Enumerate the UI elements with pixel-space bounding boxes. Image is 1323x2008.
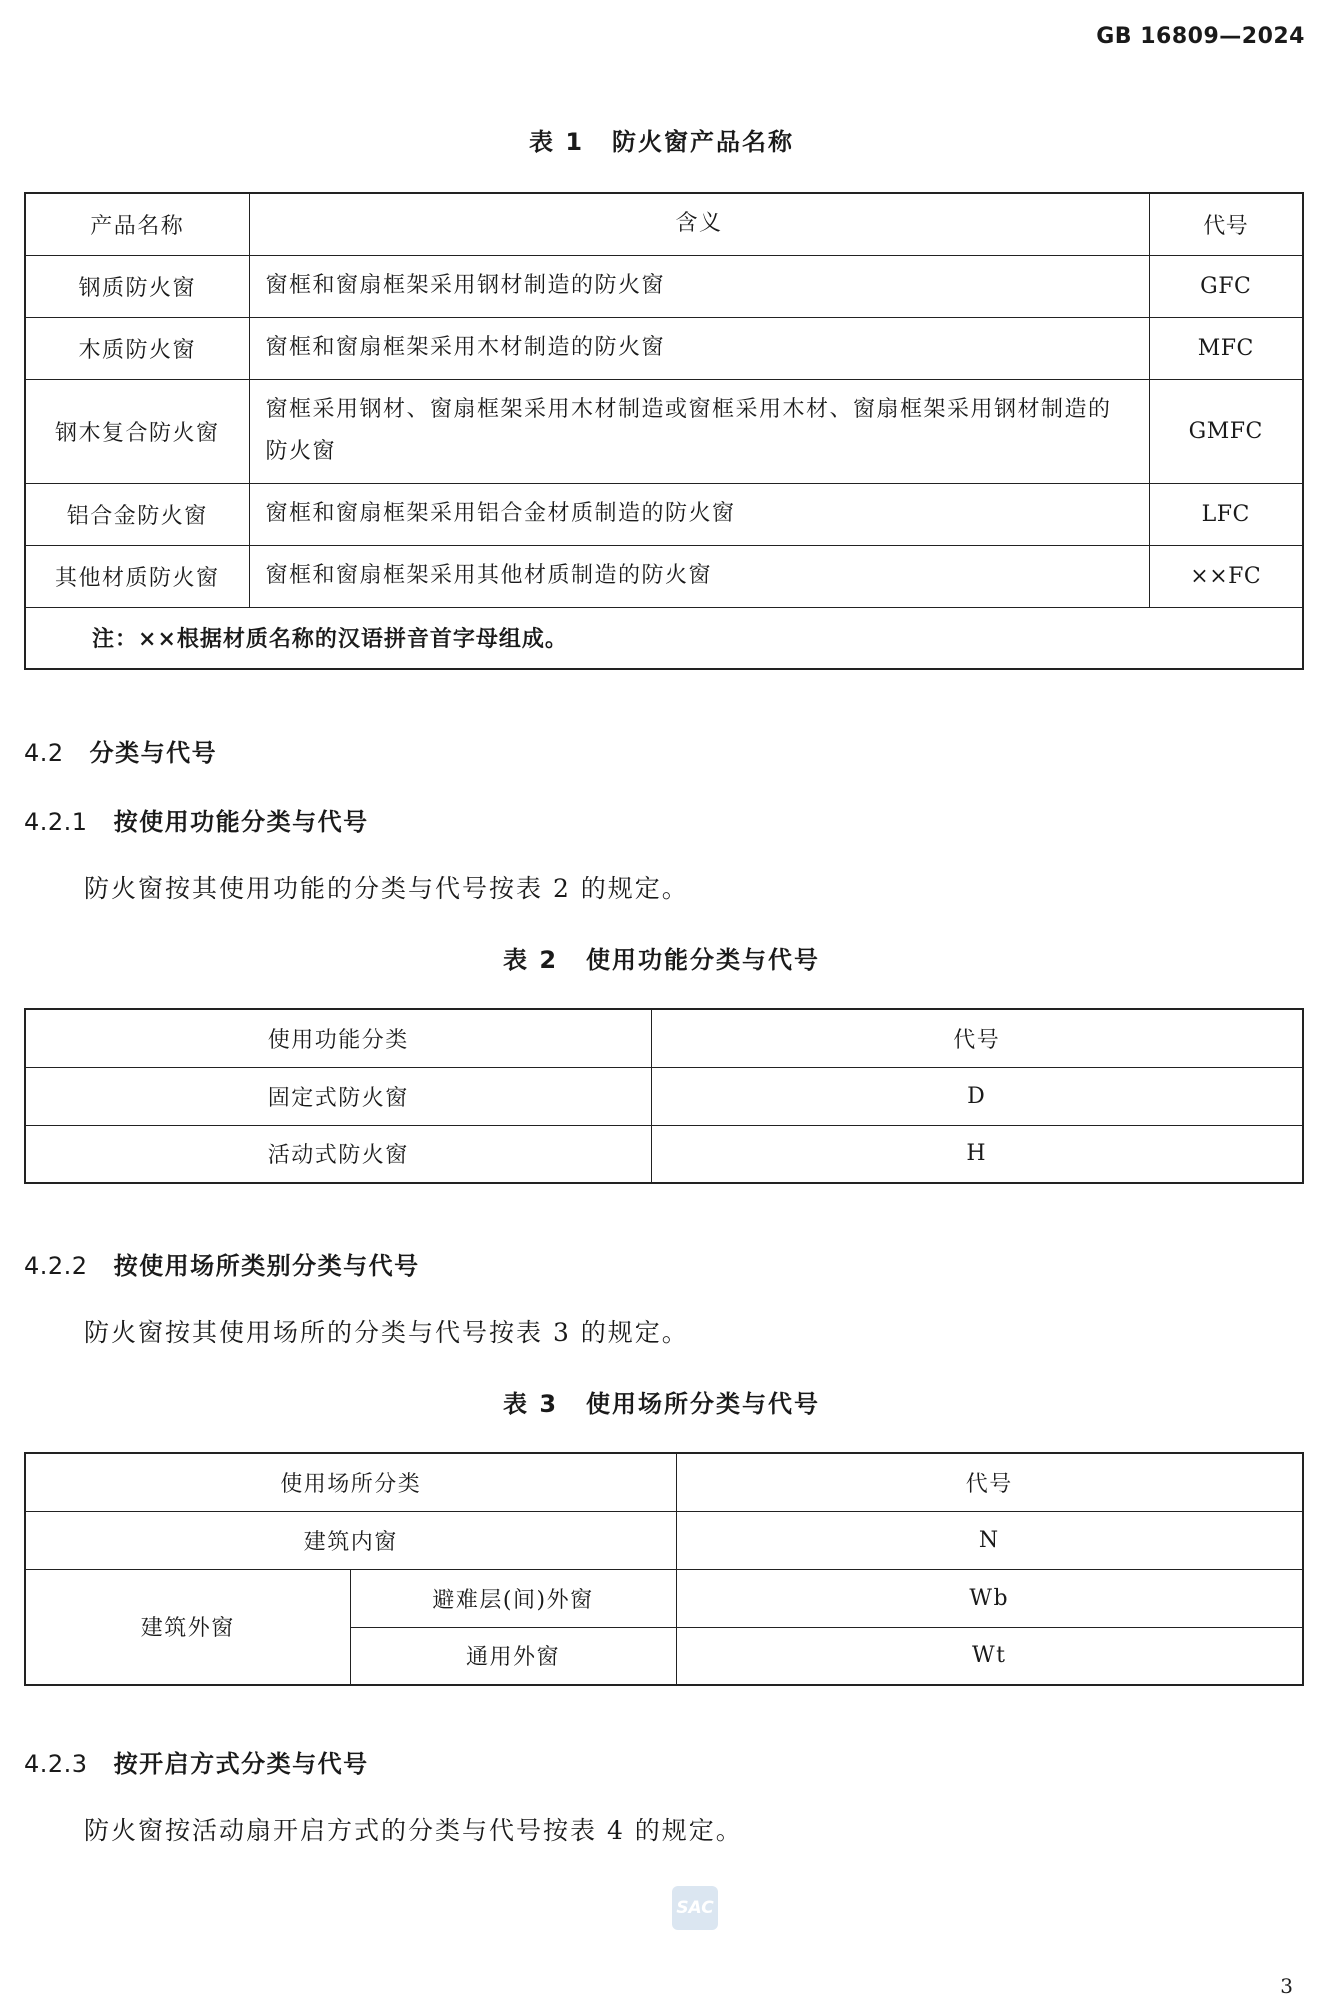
section-4-2-2-heading: [24, 1246, 420, 1281]
table1-cell-meaning: 窗框和窗扇框架采用铝合金材质制造的防火窗: [249, 483, 1149, 545]
table3: [24, 1452, 1304, 1686]
table-row: [25, 1511, 1303, 1569]
table2-header-row: [25, 1009, 1303, 1067]
table3-cell-code: Wt: [676, 1627, 1303, 1685]
table1-note: [25, 607, 1303, 669]
table2-cell-code: H: [651, 1125, 1303, 1183]
section-4-2-1-heading: [24, 802, 369, 837]
table2-cell-category: 活动式防火窗: [25, 1125, 651, 1183]
table3-cell-subcategory: 通用外窗: [350, 1627, 676, 1685]
section-title: 分类与代号: [89, 739, 218, 767]
table2-caption-number: 表 2: [502, 946, 559, 974]
table-row: [25, 1067, 1303, 1125]
table1-cell-name: 木质防火窗: [25, 317, 249, 379]
table1-caption: [0, 122, 1323, 157]
table3-header-category: 使用场所分类: [25, 1453, 676, 1511]
sac-logo: SAC: [672, 1886, 718, 1930]
table3-caption-number: 表 3: [502, 1390, 559, 1418]
section-number: 4.2.1: [24, 808, 88, 836]
table2-header-category: 使用功能分类: [25, 1009, 651, 1067]
table2: [24, 1008, 1304, 1184]
table1-cell-code: MFC: [1149, 317, 1303, 379]
table1-cell-name: 铝合金防火窗: [25, 483, 249, 545]
table1-cell-name: 钢木复合防火窗: [25, 379, 249, 483]
table2-cell-code: D: [651, 1067, 1303, 1125]
table2-caption: [0, 940, 1323, 975]
table1-caption-number: 表 1: [528, 128, 585, 156]
table1-cell-code: LFC: [1149, 483, 1303, 545]
table-row: [25, 1569, 1303, 1627]
table-row: [25, 379, 1303, 483]
table-row: [25, 317, 1303, 379]
table3-cell-category: 建筑内窗: [25, 1511, 676, 1569]
table3-cell-code: Wb: [676, 1569, 1303, 1627]
table1-cell-name: 钢质防火窗: [25, 255, 249, 317]
table1-cell-meaning: 窗框和窗扇框架采用木材制造的防火窗: [249, 317, 1149, 379]
section-4-2-3-heading: [24, 1744, 369, 1779]
table3-caption-title: 使用场所分类与代号: [586, 1390, 821, 1418]
table3-caption: [0, 1384, 1323, 1419]
section-4-2-1-paragraph: 防火窗按其使用功能的分类与代号按表 2 的规定。: [84, 874, 689, 903]
table2-cell-category: 固定式防火窗: [25, 1067, 651, 1125]
table-row: [25, 255, 1303, 317]
section-title: 按使用功能分类与代号: [113, 808, 369, 836]
section-title: 按使用场所类别分类与代号: [113, 1252, 420, 1280]
table1-header-row: [25, 193, 1303, 255]
table1-caption-title: 防火窗产品名称: [612, 128, 795, 156]
table1-header-meaning: 含义: [249, 193, 1149, 255]
section-4-2-heading: [24, 733, 217, 768]
table-row: [25, 1125, 1303, 1183]
table1-cell-meaning: 窗框和窗扇框架采用其他材质制造的防火窗: [249, 545, 1149, 607]
section-4-2-3-paragraph: 防火窗按活动扇开启方式的分类与代号按表 4 的规定。: [84, 1816, 743, 1845]
table3-cell-subcategory: 避难层(间)外窗: [350, 1569, 676, 1627]
section-title: 按开启方式分类与代号: [113, 1750, 369, 1778]
table1-cell-meaning: 窗框采用钢材、窗扇框架采用木材制造或窗框采用木材、窗扇框架采用钢材制造的防火窗: [249, 379, 1149, 483]
table2-caption-title: 使用功能分类与代号: [586, 946, 821, 974]
table1-cell-name: 其他材质防火窗: [25, 545, 249, 607]
table1-note-row: [25, 607, 1303, 669]
table1-cell-meaning: 窗框和窗扇框架采用钢材制造的防火窗: [249, 255, 1149, 317]
table1-header-name: 产品名称: [25, 193, 249, 255]
table1-cell-code: GMFC: [1149, 379, 1303, 483]
table-row: [25, 545, 1303, 607]
table-row: [25, 483, 1303, 545]
section-number: 4.2.2: [24, 1252, 88, 1280]
table1-cell-code: ××FC: [1149, 545, 1303, 607]
table3-header-code: 代号: [676, 1453, 1303, 1511]
standard-code: GB 16809—2024: [1096, 24, 1305, 49]
table1-note-label: 注：: [92, 626, 139, 653]
table3-cell-code: N: [676, 1511, 1303, 1569]
table3-header-row: [25, 1453, 1303, 1511]
table1: [24, 192, 1304, 670]
table3-cell-category-group: 建筑外窗: [25, 1569, 350, 1685]
table1-cell-code: GFC: [1149, 255, 1303, 317]
table1-note-text: ××根据材质名称的汉语拼音首字母组成。: [138, 626, 568, 653]
section-number: 4.2: [24, 739, 64, 767]
table2-header-code: 代号: [651, 1009, 1303, 1067]
table1-header-code: 代号: [1149, 193, 1303, 255]
section-4-2-2-paragraph: 防火窗按其使用场所的分类与代号按表 3 的规定。: [84, 1318, 689, 1347]
page-number: 3: [1280, 1974, 1293, 1998]
section-number: 4.2.3: [24, 1750, 88, 1778]
